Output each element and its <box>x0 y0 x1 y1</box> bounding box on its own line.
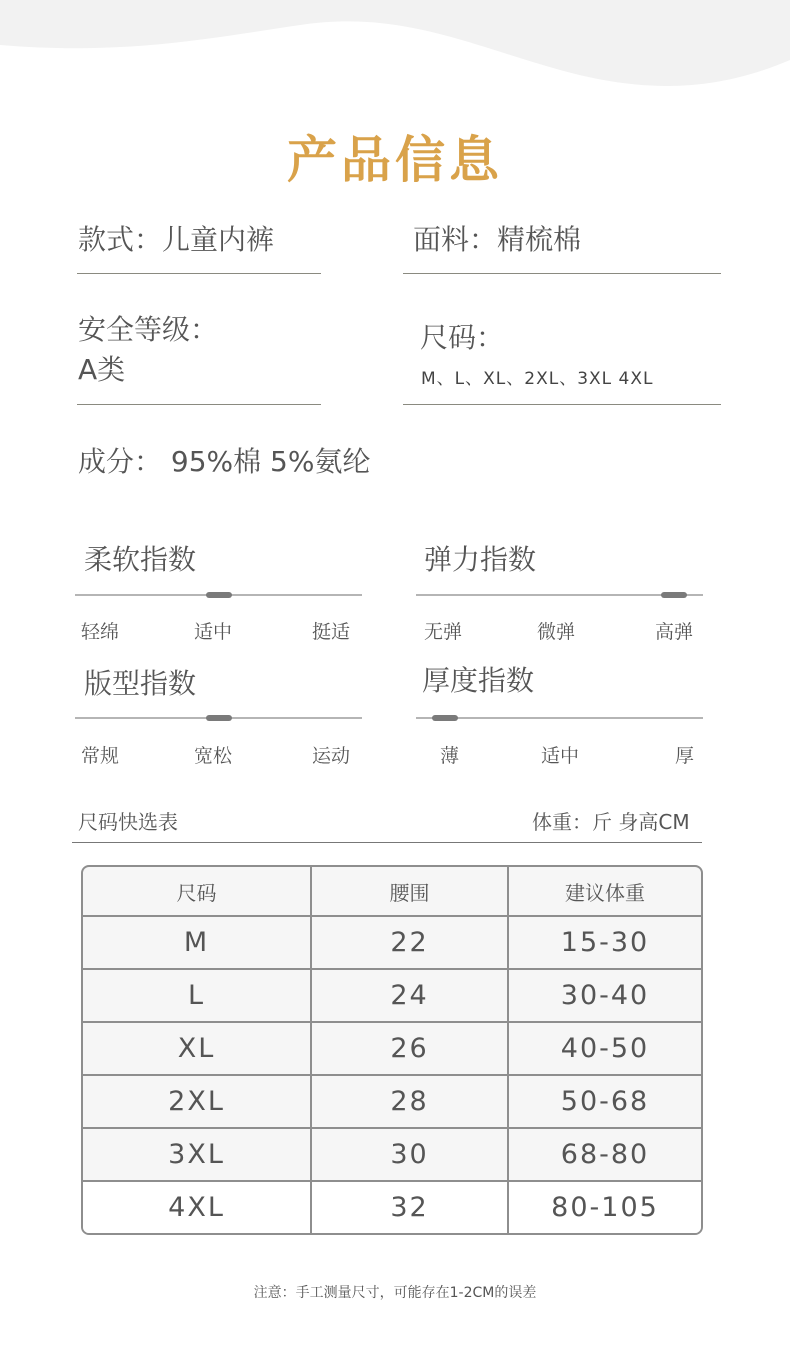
table-cell: 28 <box>312 1076 509 1129</box>
index-marker <box>661 592 687 598</box>
table-cell: 32 <box>312 1182 509 1233</box>
divider <box>77 404 321 405</box>
table-row <box>83 1023 701 1076</box>
size-chart-unit-note: 体重：斤 身高CM <box>532 810 690 834</box>
index-marker <box>206 592 232 598</box>
index-track <box>416 717 703 719</box>
index-label: 常规 <box>81 745 120 767</box>
table-cell: 15-30 <box>509 917 701 970</box>
column-header: 腰围 <box>312 867 509 917</box>
index-label: 薄 <box>440 745 460 767</box>
measurement-note: 注意：手工测量尺寸，可能存在1-2CM的误差 <box>253 1285 537 1301</box>
table-row <box>83 1076 701 1129</box>
fabric-info: 面料：精梳棉 <box>413 223 582 256</box>
table-cell: 24 <box>312 970 509 1023</box>
size-list: M、L、XL、2XL、3XL 4XL <box>421 369 654 389</box>
index-title: 版型指数 <box>84 667 197 700</box>
index-title: 厚度指数 <box>422 664 535 697</box>
table-cell: 50-68 <box>509 1076 701 1129</box>
table-cell: 40-50 <box>509 1023 701 1076</box>
index-label: 适中 <box>194 621 233 643</box>
index-label: 运动 <box>312 745 351 767</box>
column-header: 尺码 <box>83 867 312 917</box>
table-row <box>83 1182 701 1233</box>
table-cell: 2XL <box>83 1076 312 1129</box>
safety-value: A类 <box>78 353 126 386</box>
style-info: 款式：儿童内裤 <box>78 223 275 256</box>
table-cell: M <box>83 917 312 970</box>
table-cell: 4XL <box>83 1182 312 1233</box>
index-marker <box>206 715 232 721</box>
table-cell: 30 <box>312 1129 509 1182</box>
index-title: 弹力指数 <box>424 543 537 576</box>
table-cell: 80-105 <box>509 1182 701 1233</box>
index-label: 高弹 <box>655 621 694 643</box>
divider <box>403 404 721 405</box>
index-label: 微弹 <box>537 621 576 643</box>
table-row <box>83 1129 701 1182</box>
table-row <box>83 917 701 970</box>
column-header: 建议体重 <box>509 867 701 917</box>
index-label: 宽松 <box>194 745 233 767</box>
table-cell: 22 <box>312 917 509 970</box>
table-row <box>83 970 701 1023</box>
table-cell: 26 <box>312 1023 509 1076</box>
size-label: 尺码： <box>420 321 505 354</box>
index-marker <box>432 715 458 721</box>
divider <box>403 273 721 274</box>
index-label: 轻绵 <box>81 621 120 643</box>
index-label: 挺适 <box>312 621 351 643</box>
table-header-row <box>83 867 701 917</box>
table-cell: XL <box>83 1023 312 1076</box>
page-title: 产品信息 <box>287 131 503 189</box>
divider <box>72 842 702 843</box>
table-cell: 30-40 <box>509 970 701 1023</box>
composition-info: 成分： 95%棉 5%氨纶 <box>78 445 371 478</box>
table-cell: L <box>83 970 312 1023</box>
divider <box>77 273 321 274</box>
size-chart-title: 尺码快选表 <box>78 810 178 834</box>
header-wave-decoration <box>0 0 790 110</box>
index-label: 厚 <box>675 745 695 767</box>
index-title: 柔软指数 <box>84 543 197 576</box>
index-label: 适中 <box>541 745 580 767</box>
size-table <box>81 865 703 1235</box>
table-cell: 68-80 <box>509 1129 701 1182</box>
table-cell: 3XL <box>83 1129 312 1182</box>
safety-label: 安全等级： <box>78 313 219 346</box>
index-label: 无弹 <box>424 621 463 643</box>
index-track <box>416 594 703 596</box>
